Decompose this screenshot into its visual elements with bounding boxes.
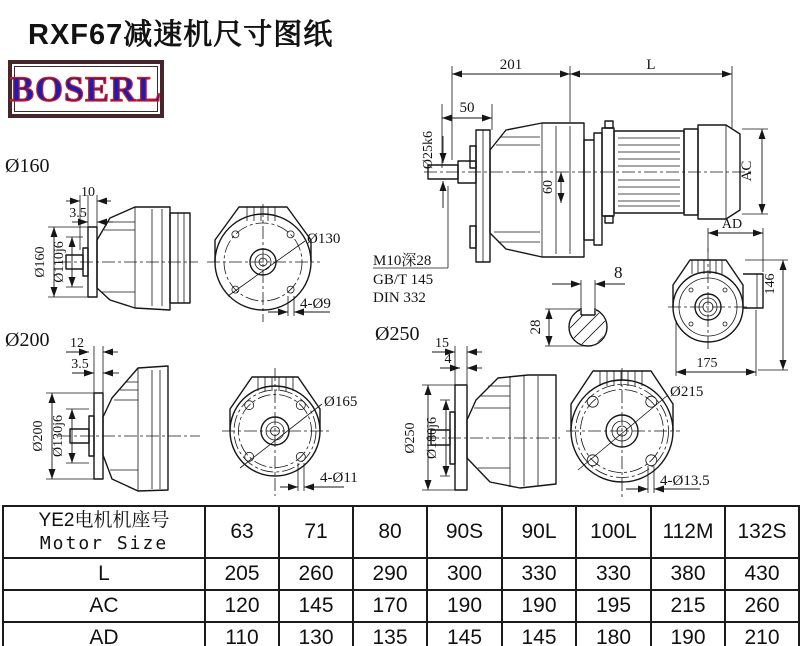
cell: 145 (502, 622, 576, 646)
cell: 330 (576, 558, 651, 590)
dim-d165: Ø165 (324, 394, 358, 410)
dim-60: 60 (541, 180, 556, 194)
cell: 190 (427, 590, 502, 622)
motor-size-header-en: Motor Size (39, 532, 169, 554)
cell: 180 (576, 622, 651, 646)
drawing-motor-front (668, 217, 788, 376)
dim-d180j6: Ø180j6 (425, 417, 440, 459)
flange250-housing (467, 375, 556, 488)
cell: 260 (725, 590, 799, 622)
dim-d250: Ø250 (403, 422, 418, 454)
dimension-table (2, 505, 800, 646)
drawing-flange160-side (33, 185, 198, 310)
drawing-flange200-side (31, 336, 200, 491)
size-col: 90S (427, 506, 502, 558)
cell: 260 (279, 558, 353, 590)
row-label: L (3, 558, 205, 590)
cell: 145 (427, 622, 502, 646)
cell: 330 (502, 558, 576, 590)
dim-3-5: 3.5 (69, 206, 87, 221)
page-title: RXF67减速机尺寸图纸 (28, 19, 334, 51)
row-label: AD (3, 622, 205, 646)
motor-size-header-cn: YE2电机机座号 (38, 509, 170, 531)
drawing-front215 (566, 368, 710, 498)
note-gb: GB/T 145 (373, 272, 434, 288)
table-row-AC (3, 590, 799, 622)
cell: 135 (353, 622, 427, 646)
size-col: 80 (353, 506, 427, 558)
cell: 210 (725, 622, 799, 646)
size-col: 90L (502, 506, 576, 558)
dim-key-width-8: 8 (614, 263, 623, 282)
table-row-AD (3, 622, 799, 646)
section-label-250: Ø250 (375, 323, 420, 345)
terminal-box (743, 274, 763, 308)
dim-d200: Ø200 (31, 420, 46, 452)
dim-15: 15 (435, 336, 449, 351)
dim-key-28: 28 (528, 319, 544, 335)
motor-size-header (3, 506, 205, 558)
cell: 190 (502, 590, 576, 622)
size-col: 63 (205, 506, 279, 558)
cell: 190 (651, 622, 725, 646)
dim-AC: AC (739, 160, 755, 182)
dim-4xd9: 4-Ø9 (300, 296, 331, 312)
size-col: 132S (725, 506, 799, 558)
drawing-front165 (222, 368, 358, 496)
cell: 195 (576, 590, 651, 622)
cell: 215 (651, 590, 725, 622)
flange200-housing (103, 366, 168, 491)
cell: 300 (427, 558, 502, 590)
dim-175: 175 (696, 356, 718, 371)
cell: 145 (279, 590, 353, 622)
dim-d130: Ø130 (307, 231, 341, 247)
table-row-L (3, 558, 799, 590)
dim-12: 12 (70, 336, 84, 351)
note-din: DIN 332 (373, 290, 426, 306)
cell: 120 (205, 590, 279, 622)
note-tap: M10深28 (373, 253, 432, 269)
brand-logo-text: BOSERL (9, 69, 163, 109)
size-col: 112M (651, 506, 725, 558)
dim-50: 50 (459, 100, 475, 116)
cell: 130 (279, 622, 353, 646)
dim-3-5b: 3.5 (71, 357, 89, 372)
dim-L: L (646, 57, 656, 73)
cell: 430 (725, 558, 799, 590)
dim-4: 4 (444, 352, 452, 367)
dim-d215: Ø215 (670, 384, 704, 400)
dim-AD: AD (721, 217, 743, 232)
drawing-keyway-section (528, 263, 639, 373)
flange250-plate (455, 385, 467, 490)
cell: 205 (205, 558, 279, 590)
drawing-front130 (207, 204, 340, 322)
size-col: 71 (279, 506, 353, 558)
size-col: 100L (576, 506, 651, 558)
dim-10: 10 (81, 185, 95, 200)
dim-shaft-diameter: Ø25k6 (421, 130, 436, 170)
drawing-gearmotor-side (373, 57, 768, 306)
dim-201: 201 (499, 57, 523, 73)
drawing-flange250-side (403, 336, 560, 490)
cell: 380 (651, 558, 725, 590)
cell: 110 (205, 622, 279, 646)
table-header-row (3, 506, 799, 558)
dim-d130j6: Ø130j6 (51, 415, 66, 457)
dim-146: 146 (763, 273, 778, 295)
cell: 170 (353, 590, 427, 622)
section-label-160: Ø160 (5, 155, 50, 177)
section-label-200: Ø200 (5, 329, 50, 351)
dim-d110: Ø110j6 (52, 241, 67, 283)
cell: 290 (353, 558, 427, 590)
dim-d160: Ø160 (33, 246, 48, 278)
dim-4xd13-5: 4-Ø13.5 (660, 473, 710, 489)
dim-4xd11: 4-Ø11 (320, 470, 358, 486)
row-label: AC (3, 590, 205, 622)
